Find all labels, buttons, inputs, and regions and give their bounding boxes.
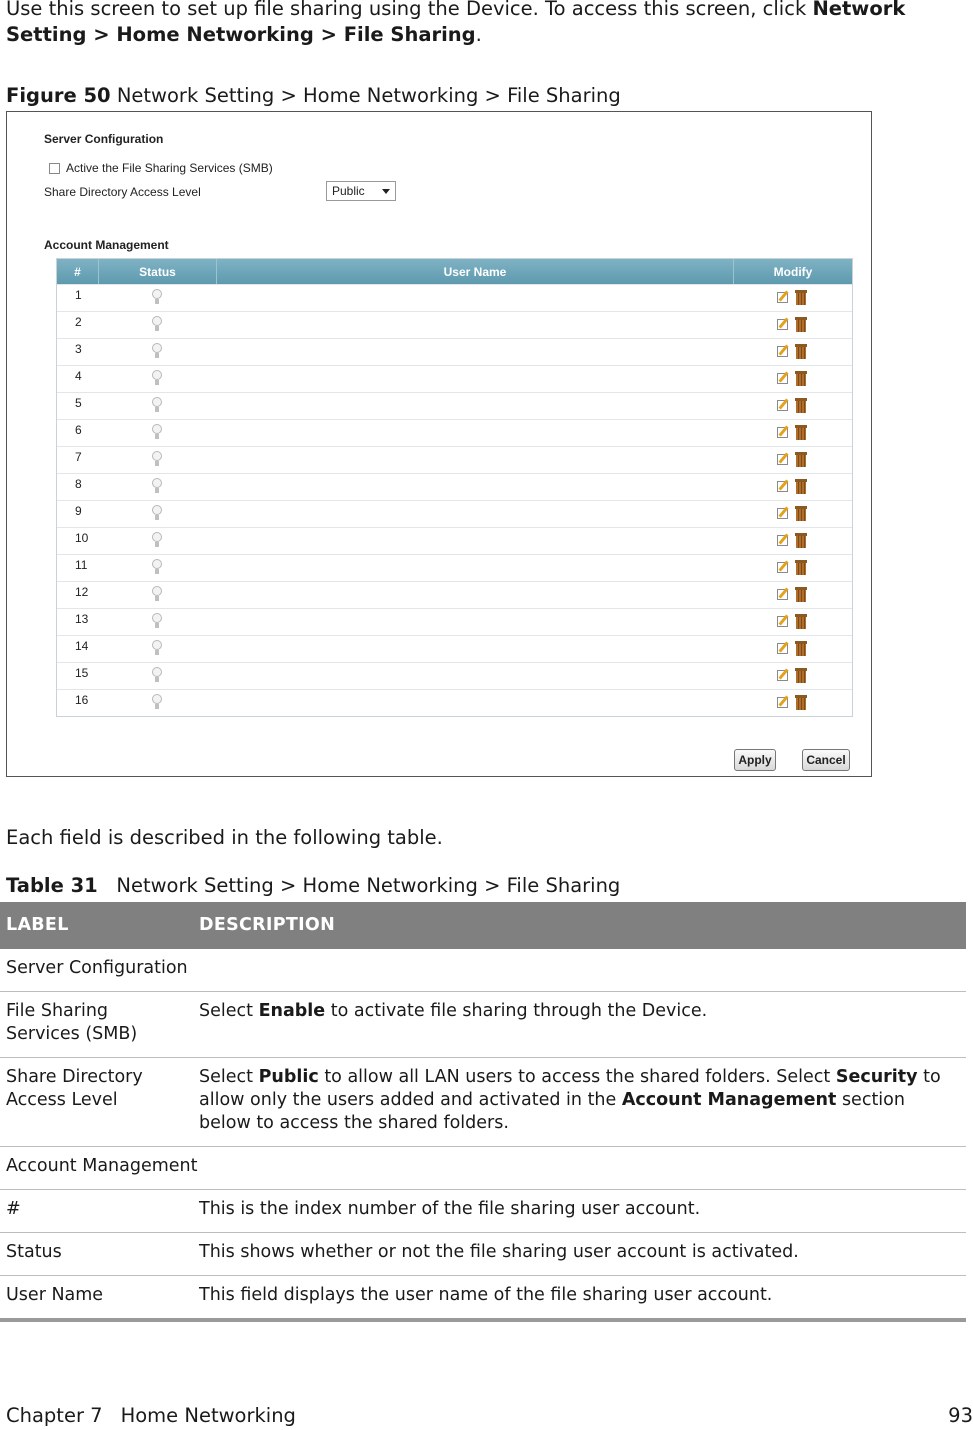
row-index: 1 [75, 288, 82, 302]
status-cell [98, 690, 215, 716]
row-index: 2 [75, 315, 82, 329]
table-row [57, 689, 852, 716]
status-bulb-icon [152, 640, 162, 656]
smb-option[interactable] [49, 161, 273, 175]
status-cell [98, 528, 215, 554]
intro-path: Network Setting > Home Networking > File Sharing [6, 0, 906, 46]
table-row [0, 992, 966, 1058]
row-index: 5 [75, 396, 82, 410]
table-row [57, 392, 852, 419]
modify-cell [731, 636, 852, 662]
edit-icon[interactable] [777, 425, 792, 439]
username-cell [215, 366, 731, 392]
field-label: Share Directory Access Level [0, 1058, 193, 1147]
col-status: Status [99, 259, 217, 284]
table-row [57, 635, 852, 662]
username-cell [215, 636, 731, 662]
status-cell [98, 609, 215, 635]
edit-icon[interactable] [777, 371, 792, 385]
edit-icon[interactable] [777, 452, 792, 466]
delete-icon[interactable] [795, 614, 807, 629]
row-index: 3 [75, 342, 82, 356]
field-label: # [0, 1190, 193, 1233]
field-description: This shows whether or not the file sharing user account is activated. [193, 1233, 966, 1276]
modify-cell [731, 555, 852, 581]
table-row [57, 500, 852, 527]
status-bulb-icon [152, 613, 162, 629]
modify-cell [731, 609, 852, 635]
delete-icon[interactable] [795, 506, 807, 521]
status-cell [98, 501, 215, 527]
delete-icon[interactable] [795, 479, 807, 494]
delete-icon[interactable] [795, 425, 807, 440]
row-index: 8 [75, 477, 82, 491]
row-index: 15 [75, 666, 89, 680]
status-cell [98, 339, 215, 365]
status-bulb-icon [152, 532, 162, 548]
table-row [57, 419, 852, 446]
status-bulb-icon [152, 316, 162, 332]
edit-icon[interactable] [777, 398, 792, 412]
table-row [0, 1147, 966, 1190]
edit-icon[interactable] [777, 695, 792, 709]
status-cell [98, 474, 215, 500]
table-row [57, 338, 852, 365]
status-bulb-icon [152, 343, 162, 359]
status-bulb-icon [152, 694, 162, 710]
row-index: 4 [75, 369, 82, 383]
username-cell [215, 663, 731, 689]
table-row [0, 1233, 966, 1276]
section-label: Account Management [0, 1147, 966, 1190]
status-cell [98, 636, 215, 662]
smb-label: Active the File Sharing Services (SMB) [66, 161, 273, 175]
status-cell [98, 312, 215, 338]
field-description: This is the index number of the file sharing user account. [193, 1190, 966, 1233]
apply-button[interactable]: Apply [734, 749, 776, 771]
username-cell [215, 582, 731, 608]
modify-cell [731, 663, 852, 689]
table-row [57, 662, 852, 689]
header-label: LABEL [0, 902, 193, 949]
modify-cell [731, 690, 852, 716]
delete-icon[interactable] [795, 533, 807, 548]
col-username: User Name [217, 259, 734, 284]
delete-icon[interactable] [795, 452, 807, 467]
table-row [57, 365, 852, 392]
status-cell [98, 447, 215, 473]
modify-cell [731, 366, 852, 392]
account-mgmt-title: Account Management [44, 238, 169, 252]
delete-icon[interactable] [795, 317, 807, 332]
row-index: 6 [75, 423, 82, 437]
edit-icon[interactable] [777, 344, 792, 358]
modify-cell [731, 447, 852, 473]
table-row [57, 311, 852, 338]
field-description: Select Public to allow all LAN users to access the shared folders. Select Security to allow only the users added and activated in the Account Management section below to access the shared folders. [193, 1058, 966, 1147]
edit-icon[interactable] [777, 668, 792, 682]
table-caption: Table 31 Network Setting > Home Networking > File Sharing [6, 874, 621, 897]
status-cell [98, 393, 215, 419]
username-cell [215, 393, 731, 419]
status-bulb-icon [152, 478, 162, 494]
field-label: Status [0, 1233, 193, 1276]
delete-icon[interactable] [795, 371, 807, 386]
table-row [57, 554, 852, 581]
delete-icon[interactable] [795, 695, 807, 710]
delete-icon[interactable] [795, 560, 807, 575]
page-footer: Chapter 7 Home Networking [6, 1404, 296, 1427]
page-number: 93 [948, 1404, 973, 1427]
status-bulb-icon [152, 505, 162, 521]
status-bulb-icon [152, 559, 162, 575]
username-cell [215, 447, 731, 473]
username-cell [215, 501, 731, 527]
username-cell [215, 339, 731, 365]
status-bulb-icon [152, 451, 162, 467]
username-cell [215, 555, 731, 581]
status-cell [98, 663, 215, 689]
figure-caption: Figure 50 Network Setting > Home Networking > File Sharing [6, 84, 621, 107]
modify-cell [731, 285, 852, 311]
table-row [57, 446, 852, 473]
edit-icon[interactable] [777, 614, 792, 628]
server-config-title: Server Configuration [44, 132, 164, 146]
modify-cell [731, 393, 852, 419]
col-modify: Modify [773, 264, 813, 279]
edit-icon[interactable] [777, 587, 792, 601]
edit-icon[interactable] [777, 317, 792, 331]
table-row [0, 1190, 966, 1233]
field-description: This field displays the user name of the file sharing user account. [193, 1276, 966, 1321]
edit-icon[interactable] [777, 533, 792, 547]
chevron-down-icon [382, 189, 390, 194]
username-cell [215, 420, 731, 446]
status-cell [98, 420, 215, 446]
section-label: Server Configuration [0, 949, 966, 992]
delete-icon[interactable] [795, 290, 807, 305]
status-cell [98, 366, 215, 392]
status-cell [98, 582, 215, 608]
cancel-button[interactable]: Cancel [802, 749, 850, 771]
table-intro: Each field is described in the following table. [6, 826, 443, 849]
table-row [57, 608, 852, 635]
row-index: 9 [75, 504, 82, 518]
modify-cell [731, 528, 852, 554]
status-bulb-icon [152, 289, 162, 305]
status-bulb-icon [152, 397, 162, 413]
field-label: File Sharing Services (SMB) [0, 992, 193, 1058]
status-cell [98, 285, 215, 311]
username-cell [215, 690, 731, 716]
description-table [0, 902, 966, 1322]
status-bulb-icon [152, 370, 162, 386]
modify-cell [731, 420, 852, 446]
row-index: 10 [75, 531, 89, 545]
status-bulb-icon [152, 586, 162, 602]
smb-checkbox[interactable] [49, 163, 60, 174]
edit-icon[interactable] [777, 560, 792, 574]
username-cell [215, 312, 731, 338]
username-cell [215, 474, 731, 500]
edit-icon[interactable] [777, 479, 792, 493]
table-row [57, 473, 852, 500]
status-bulb-icon [152, 667, 162, 683]
edit-icon[interactable] [777, 641, 792, 655]
modify-cell [731, 339, 852, 365]
edit-icon[interactable] [777, 290, 792, 304]
row-index: 7 [75, 450, 82, 464]
row-index: 13 [75, 612, 89, 626]
access-level-label: Share Directory Access Level [44, 185, 201, 199]
access-level-select[interactable]: Public [326, 181, 396, 201]
delete-icon[interactable] [795, 344, 807, 359]
row-index: 14 [75, 639, 89, 653]
table-row [0, 949, 966, 992]
account-table-header [57, 259, 852, 284]
table-row [57, 527, 852, 554]
table-row [0, 1058, 966, 1147]
table-row [57, 284, 852, 311]
username-cell [215, 285, 731, 311]
modify-cell [731, 312, 852, 338]
intro-paragraph: Use this screen to set up file sharing using the Device. To access this screen, click Network Setting > Home Networking > File Sharing. [6, 0, 966, 48]
modify-cell [731, 582, 852, 608]
modify-cell [731, 501, 852, 527]
row-index: 16 [75, 693, 89, 707]
delete-icon[interactable] [795, 668, 807, 683]
field-description: Select Enable to activate file sharing through the Device. [193, 992, 966, 1058]
edit-icon[interactable] [777, 506, 792, 520]
username-cell [215, 528, 731, 554]
row-index: 11 [75, 558, 88, 572]
table-row [0, 1276, 966, 1321]
delete-icon[interactable] [795, 641, 807, 656]
status-bulb-icon [152, 424, 162, 440]
account-table [56, 258, 853, 717]
modify-cell [731, 474, 852, 500]
header-description: DESCRIPTION [193, 902, 966, 949]
delete-icon[interactable] [795, 398, 807, 413]
username-cell [215, 609, 731, 635]
field-label: User Name [0, 1276, 193, 1321]
table-row [57, 581, 852, 608]
delete-icon[interactable] [795, 587, 807, 602]
col-index: # [57, 259, 99, 284]
file-sharing-screenshot [6, 111, 872, 777]
row-index: 12 [75, 585, 89, 599]
status-cell [98, 555, 215, 581]
